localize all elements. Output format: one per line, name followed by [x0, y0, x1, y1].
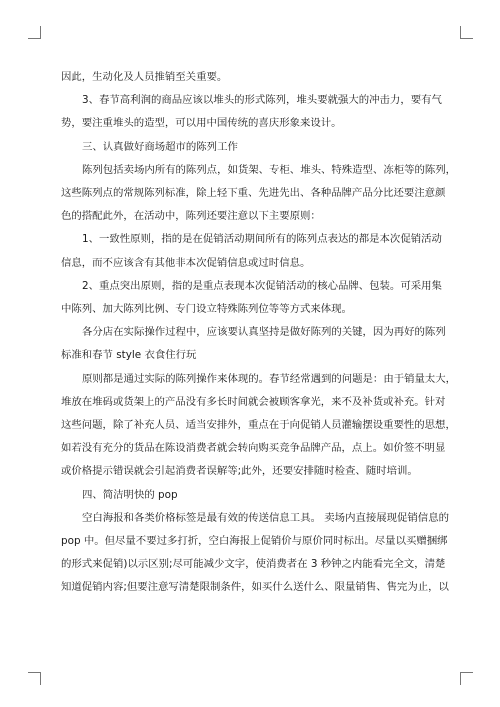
- text-line: 三、认真做好商场超市的陈列工作: [82, 140, 238, 153]
- text-line: 陈列包括卖场内所有的陈列点，如货架、专柜、堆头、特殊造型、冻柜等的陈列，: [82, 163, 457, 176]
- text-line: 空白海报和各类价格标签是最有效的传送信息工具。 卖场内直接展现促销信息的: [82, 511, 449, 524]
- text-line: 知道促销内容;但要注意写清楚限制条件，如买什么送什么、限量销售、售完为止，以: [61, 581, 449, 594]
- paragraph: [61, 66, 443, 89]
- text-line: 四、简洁明快的 pop: [82, 488, 178, 501]
- crop-mark-top-left: [28, 26, 41, 39]
- text-line: 原则都是通过实际的陈列操作来体现的。春节经常遇到的问题是：由于销量太大，: [82, 372, 457, 385]
- text-line: 信息，而不应该含有其他非本次促销信息或过时信息。: [61, 256, 311, 269]
- paragraph: [61, 136, 443, 159]
- paragraph: [61, 507, 449, 600]
- paragraph: [61, 89, 443, 135]
- crop-mark-top-right: [460, 26, 473, 39]
- text-line: 堆放在堆码或货架上的产品没有多长时间就会被顾客拿光，来不及补货或补充。针对: [61, 395, 446, 408]
- crop-mark-bottom-right: [460, 672, 473, 685]
- text-line: 中陈列、加大陈列比例、专门设立特殊陈列位等等方式来体现。: [61, 303, 352, 316]
- crop-mark-bottom-left: [28, 672, 41, 685]
- paragraph: [61, 228, 443, 274]
- text-line: 1、一致性原则，指的是在促销活动期间所有的陈列点表达的都是本次促销活动: [82, 233, 442, 246]
- text-line: 各分店在实际操作过程中，应该要认真坚持是做好陈列的关键，因为再好的陈列: [82, 326, 446, 339]
- text-line: 因此，生动化及人员推销至关重要。: [61, 71, 228, 83]
- document-body: [61, 66, 457, 600]
- text-line: 的形式来促销)以示区别;尽可能减少文字，使消费者在 3 秒钟之内能看完全文，清楚: [61, 558, 446, 571]
- paragraph: [61, 275, 443, 321]
- text-line: 标准和春节 style 衣食住行玩: [61, 349, 197, 362]
- paragraph: [61, 159, 457, 229]
- paragraph: [61, 484, 443, 507]
- text-line: 3、春节高利润的商品应该以堆头的形式陈列，堆头要就强大的冲击力，要有气: [82, 94, 442, 107]
- text-line: 2、重点突出原则，指的是重点表现本次促销活动的核心品牌、包装。可采用集: [82, 279, 442, 292]
- text-line: pop 中。但尽量不要过多打折，空白海报上促销价与原价同时标出。尽量以买赠捆绑: [61, 535, 448, 548]
- paragraph: [61, 368, 457, 484]
- text-line: 这些陈列点的常规陈列标准，除上轻下重、先进先出、各种品牌产品分比还要注意颜: [61, 187, 446, 200]
- text-line: 势，要注重堆头的造型，可以用中国传统的喜庆形象来设计。: [61, 117, 342, 130]
- paragraph: [61, 321, 446, 367]
- text-line: 或价格提示错误就会引起消费者误解等;此外，还要安排随时检查、随时培训。: [61, 465, 418, 478]
- text-line: 这些问题，除了补充人员、适当安排外，重点在于向促销人员灌输摆设重要性的思想，: [61, 419, 456, 432]
- text-line: 如若没有充分的货品在陈设消费者就会转向购买竞争品牌产品，点上。如价签不明显: [61, 442, 446, 455]
- text-line: 色的搭配此外，在活动中，陈列还要注意以下主要原则：: [61, 210, 321, 223]
